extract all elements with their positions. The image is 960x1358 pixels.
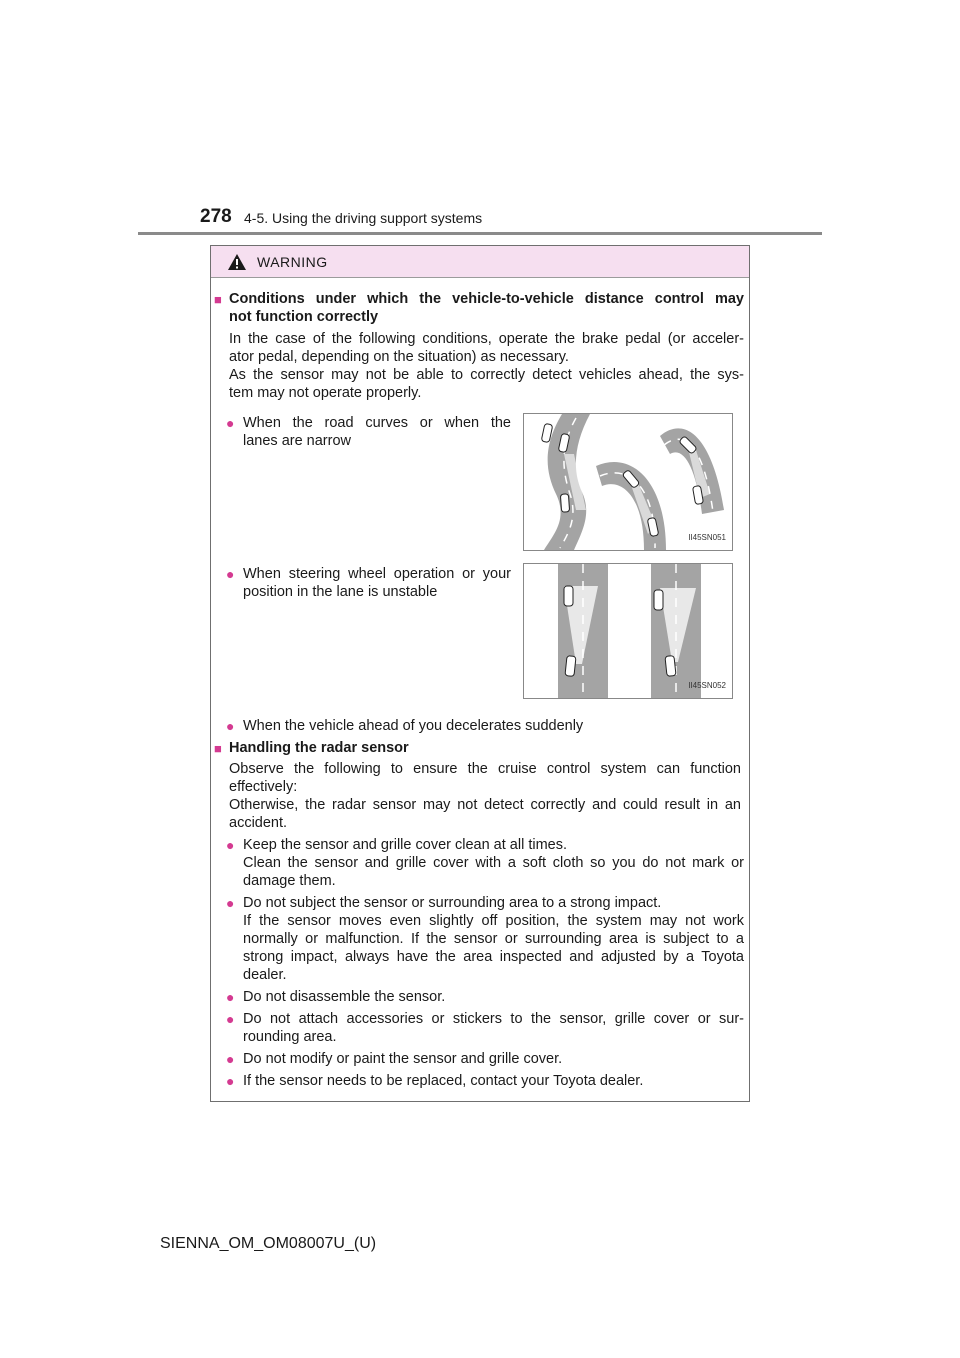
section-title: 4-5. Using the driving support systems: [244, 210, 483, 226]
block1-heading-line2: not function correctly: [229, 309, 379, 325]
figure-code: II45SN052: [688, 681, 726, 690]
warning-box: [210, 245, 750, 1102]
round-bullet-icon: ●: [226, 1011, 235, 1027]
bullet-text: lanes are narrow: [243, 433, 351, 449]
curved-roads-figure: [523, 413, 733, 551]
block2-line: effectively:: [229, 779, 298, 795]
bullet-text: When the vehicle ahead of you decelerates suddenly: [243, 718, 584, 734]
square-bullet-icon: ■: [214, 292, 222, 307]
unstable-lane-figure: [523, 563, 733, 699]
block2-line: Observe the following to ensure the cruise control system can function: [229, 761, 741, 777]
bullet-text: Do not disassemble the sensor.: [243, 989, 446, 1005]
block1-line: tem may not operate properly.: [229, 385, 422, 401]
bullet-text: If the sensor needs to be replaced, contact your Toyota dealer.: [243, 1073, 644, 1089]
warning-title: WARNING: [257, 253, 328, 270]
bullet-text: normally or malfunction. If the sensor or surrounding area is subject to a: [243, 931, 744, 947]
block1-line: As the sensor may not be able to correctly detect vehicles ahead, the sys-: [229, 367, 744, 383]
round-bullet-icon: ●: [226, 989, 235, 1005]
block2-line: accident.: [229, 815, 288, 831]
bullet-text: When steering wheel operation or your: [243, 566, 511, 582]
bullet-text: position in the lane is unstable: [243, 584, 438, 600]
bullet-text: Do not attach accessories or stickers to the sensor, grille cover or sur-: [243, 1011, 744, 1027]
bullet-text: rounding area.: [243, 1029, 337, 1045]
block2-line: Otherwise, the radar sensor may not detect correctly and could result in an: [229, 797, 741, 813]
block1-line: In the case of the following conditions, operate the brake pedal (or acceler-: [229, 331, 744, 347]
bullet-text: Clean the sensor and grille cover with a soft cloth so you do not mark or: [243, 855, 744, 871]
block1-line: ator pedal, depending on the situation) as necessary.: [229, 349, 569, 365]
bullet-text: Do not subject the sensor or surrounding area to a strong impact.: [243, 895, 662, 911]
round-bullet-icon: ●: [226, 415, 235, 431]
block1-heading-line1: Conditions under which the vehicle-to-vehicle distance control may: [229, 291, 744, 307]
bullet-text: dealer.: [243, 967, 287, 983]
round-bullet-icon: ●: [226, 1051, 235, 1067]
bullet-text: If the sensor moves even slightly off position, the system may not work: [243, 913, 744, 929]
round-bullet-icon: ●: [226, 837, 235, 853]
bullet-text: Do not modify or paint the sensor and grille cover.: [243, 1051, 563, 1067]
bullet-text: strong impact, always have the area inspected and adjusted by a Toyota: [243, 949, 744, 965]
square-bullet-icon: ■: [214, 741, 222, 756]
block2-heading: Handling the radar sensor: [229, 740, 409, 756]
round-bullet-icon: ●: [226, 1073, 235, 1089]
round-bullet-icon: ●: [226, 566, 235, 582]
round-bullet-icon: ●: [226, 718, 235, 734]
document-code: SIENNA_OM_OM08007U_(U): [160, 1235, 377, 1252]
bullet-text: damage them.: [243, 873, 336, 889]
figure-code: II45SN051: [688, 533, 726, 542]
round-bullet-icon: ●: [226, 895, 235, 911]
page-number: 278: [200, 206, 232, 227]
header-rule: [138, 232, 822, 235]
warning-header: [211, 246, 749, 278]
bullet-text: Keep the sensor and grille cover clean at all times.: [243, 837, 568, 853]
warning-triangle-icon: [227, 253, 247, 271]
bullet-text: When the road curves or when the: [243, 415, 511, 431]
